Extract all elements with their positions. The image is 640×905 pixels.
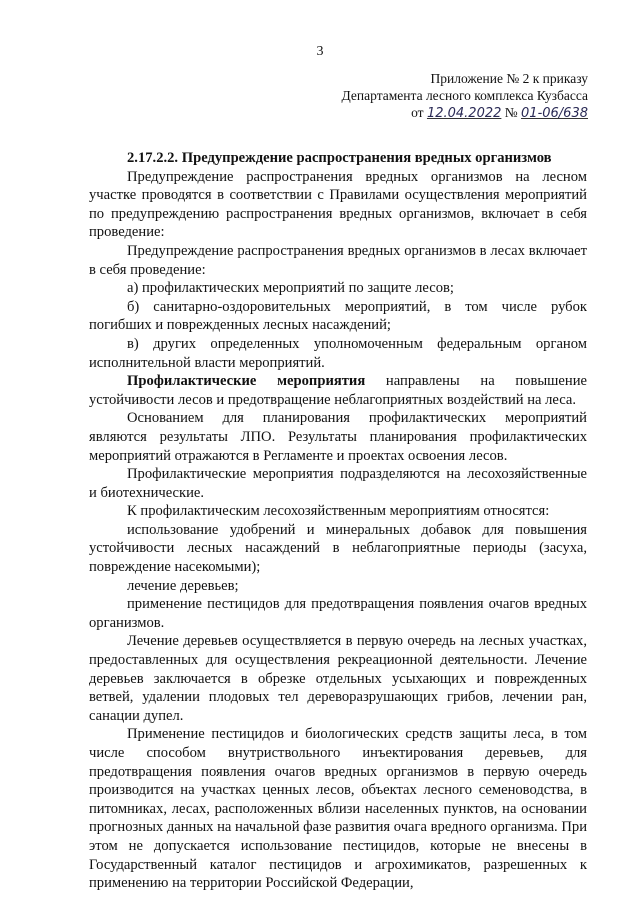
appendix-line-2: Департамента лесного комплекса Кузбасса (341, 88, 588, 103)
list-item: а) профилактических мероприятий по защите лесов; (127, 280, 454, 297)
paragraph: Профилактические мероприятия подразделяются на лесохозяйственные и биотехнические. (89, 466, 587, 501)
list-item: лечение деревьев; (127, 577, 239, 594)
appendix-header (342, 70, 588, 122)
appendix-line-3 (342, 104, 588, 122)
page-number: 3 (316, 44, 324, 59)
list-item: б) санитарно-оздоровительных мероприятий, в том числе рубок погибших и поврежденных лесных насаждений; (89, 298, 587, 334)
bold-term: Профилактические мероприятия (127, 373, 366, 390)
appendix-line-1: Приложение № 2 к приказу (430, 71, 588, 86)
paragraph: Применение пестицидов и биологических средств защиты леса, в том числе способом внутриствольного инъектирования деревьев, для предотвращения появления очагов вредных организмов в первую очередь производится на участках ценных лесов, объектах лесного семеноводства, в питомниках, лесах, расположенных вблизи населенных пунктов, на основании прогнозных данных на начальной фазе развития очага вредного организма. При этом не допускается использование пестицидов, которые не внесены в Государственный каталог пестицидов и агрохимикатов, разрешенных к применению на территории Российской Федерации, (89, 726, 588, 892)
number-label: № (504, 105, 518, 120)
handwritten-date: 12.04.2022 (426, 106, 502, 121)
list-item: в) других определенных уполномоченным федеральным органом исполнительной власти мероприятий. (89, 335, 587, 371)
paragraph (89, 372, 587, 409)
section-heading: 2.17.2.2. Предупреждение распространения вредных организмов (127, 150, 552, 166)
paragraph: Предупреждение распространения вредных организмов на лесном участке проводятся в соответствии с Правилами осуществления мероприятий по предупреждению распространения вредных организмов, включает в себя проведение: (89, 168, 587, 241)
paragraph-text: направлены на повышение устойчивости лесов и предотвращение неблагоприятных воздействий на леса. (89, 373, 587, 408)
paragraph: К профилактическим лесохозяйственным мероприятиям относятся: (127, 503, 550, 520)
list-item: применение пестицидов для предотвращения появления очагов вредных организмов. (89, 596, 587, 631)
document-body (89, 149, 587, 893)
handwritten-number: 01-06/638 (521, 106, 588, 121)
from-label: от (411, 105, 424, 120)
paragraph: Лечение деревьев осуществляется в первую очередь на лесных участках, предоставленных для осуществления рекреационной деятельности. Лечение деревьев заключается в обрезке отдельных усыхающих и поврежденных ветвей, удалении плодовых тел дереворазрушающих грибов, лечении ран, санации дупел. (89, 633, 587, 724)
paragraph: Предупреждение распространения вредных организмов в лесах включает в себя проведение: (89, 242, 587, 278)
paragraph: Основанием для планирования профилактических мероприятий являются результаты ЛПО. Результаты планирования профилактических мероприятий отражаются в Регламенте и проектах освоения лесов. (89, 410, 587, 464)
list-item: использование удобрений и минеральных добавок для повышения устойчивости лесных насаждений в неблагоприятные периоды (засуха, повреждение насекомыми); (89, 521, 587, 576)
